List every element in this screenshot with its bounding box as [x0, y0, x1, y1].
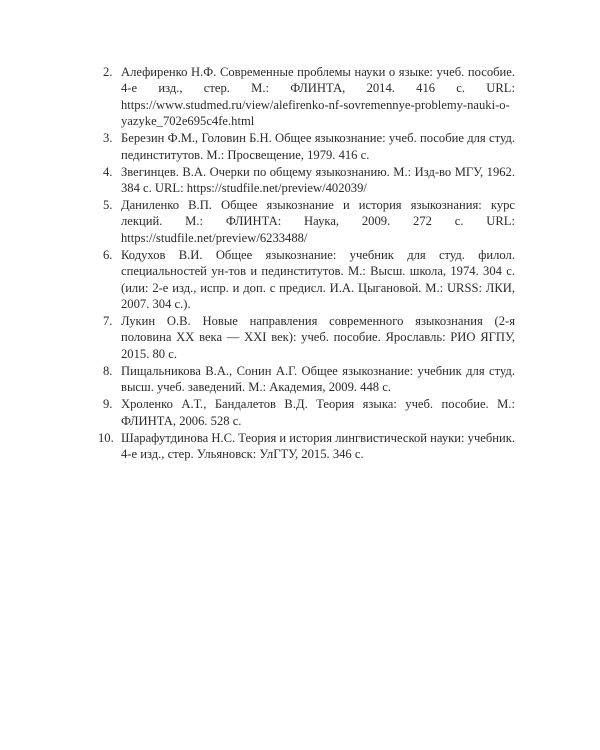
reference-list: [98, 64, 516, 463]
reference-item: [103, 396, 515, 429]
reference-item: [103, 130, 515, 163]
reference-item: [103, 313, 515, 362]
reference-number: 9.: [103, 397, 113, 412]
reference-text: Алефиренко Н.Ф. Современные проблемы науки о языке: учеб. пособие. 4-е изд., стер. М.: ФЛИНТА, 2014. 416 с. URL: https://www.studmed.ru/view/alefirenko-nf-sovremennye-problemy-nauki-o-yazyke_702e695c4fe.html: [121, 65, 515, 129]
reference-text: Хроленко А.Т., Бандалетов В.Д. Теория языка: учеб. пособие. М.: ФЛИНТА, 2006. 528 с.: [121, 397, 515, 428]
reference-item: [103, 197, 515, 246]
reference-number: 10.: [98, 430, 114, 445]
reference-text: Лукин О.В. Новые направления современного языкознания (2-я половина XX века — XXI век): учеб. пособие. Ярославль: РИО ЯГПУ, 2015. 80 с.: [121, 314, 515, 361]
reference-text: Кодухов В.И. Общее языкознание: учебник для студ. филол. специальностей ун-тов и пединститутов. М.: Высш. школа, 1974. 304 с. (или: 2-е изд., испр. и доп. с предисл. И.А. Цыгановой. М.: URSS: ЛКИ, 2007. 304 с.).: [121, 247, 515, 312]
reference-item: [103, 164, 515, 197]
reference-text: Березин Ф.М., Головин Б.Н. Общее языкознание: учеб. пособие для студ. пединститутов. М.: Просвещение, 1979. 416 с.: [121, 131, 515, 162]
reference-text: Шарафутдинова Н.С. Теория и история лингвистической науки: учебник. 4-е изд., стер. Ульяновск: УлГТУ, 2015. 346 с.: [121, 430, 516, 462]
reference-number: 3.: [103, 131, 113, 146]
reference-item: [98, 430, 516, 463]
reference-number: 2.: [103, 65, 113, 79]
reference-number: 4.: [103, 164, 113, 179]
reference-item: [103, 247, 515, 313]
reference-number: 7.: [103, 314, 113, 329]
reference-number: 5.: [103, 198, 113, 213]
reference-text: Пищальникова В.А., Сонин А.Г. Общее языкознание: учебник для студ. высш. учеб. заведений. М.: Академия, 2009. 448 с.: [121, 363, 515, 395]
reference-number: 6.: [103, 247, 113, 262]
reference-text: Звегинцев. В.А. Очерки по общему языкознанию. М.: Изд-во МГУ, 1962. 384 с. URL: https://studfile.net/preview/402039/: [121, 164, 515, 196]
reference-item: [103, 64, 515, 130]
reference-number: 8.: [103, 363, 113, 378]
reference-item: [103, 363, 515, 396]
reference-text: Даниленко В.П. Общее языкознание и история языкознания: курс лекций. М.: ФЛИНТА: Наука, 2009. 272 с. URL: https://studfile.net/preview/6233488/: [121, 198, 515, 245]
